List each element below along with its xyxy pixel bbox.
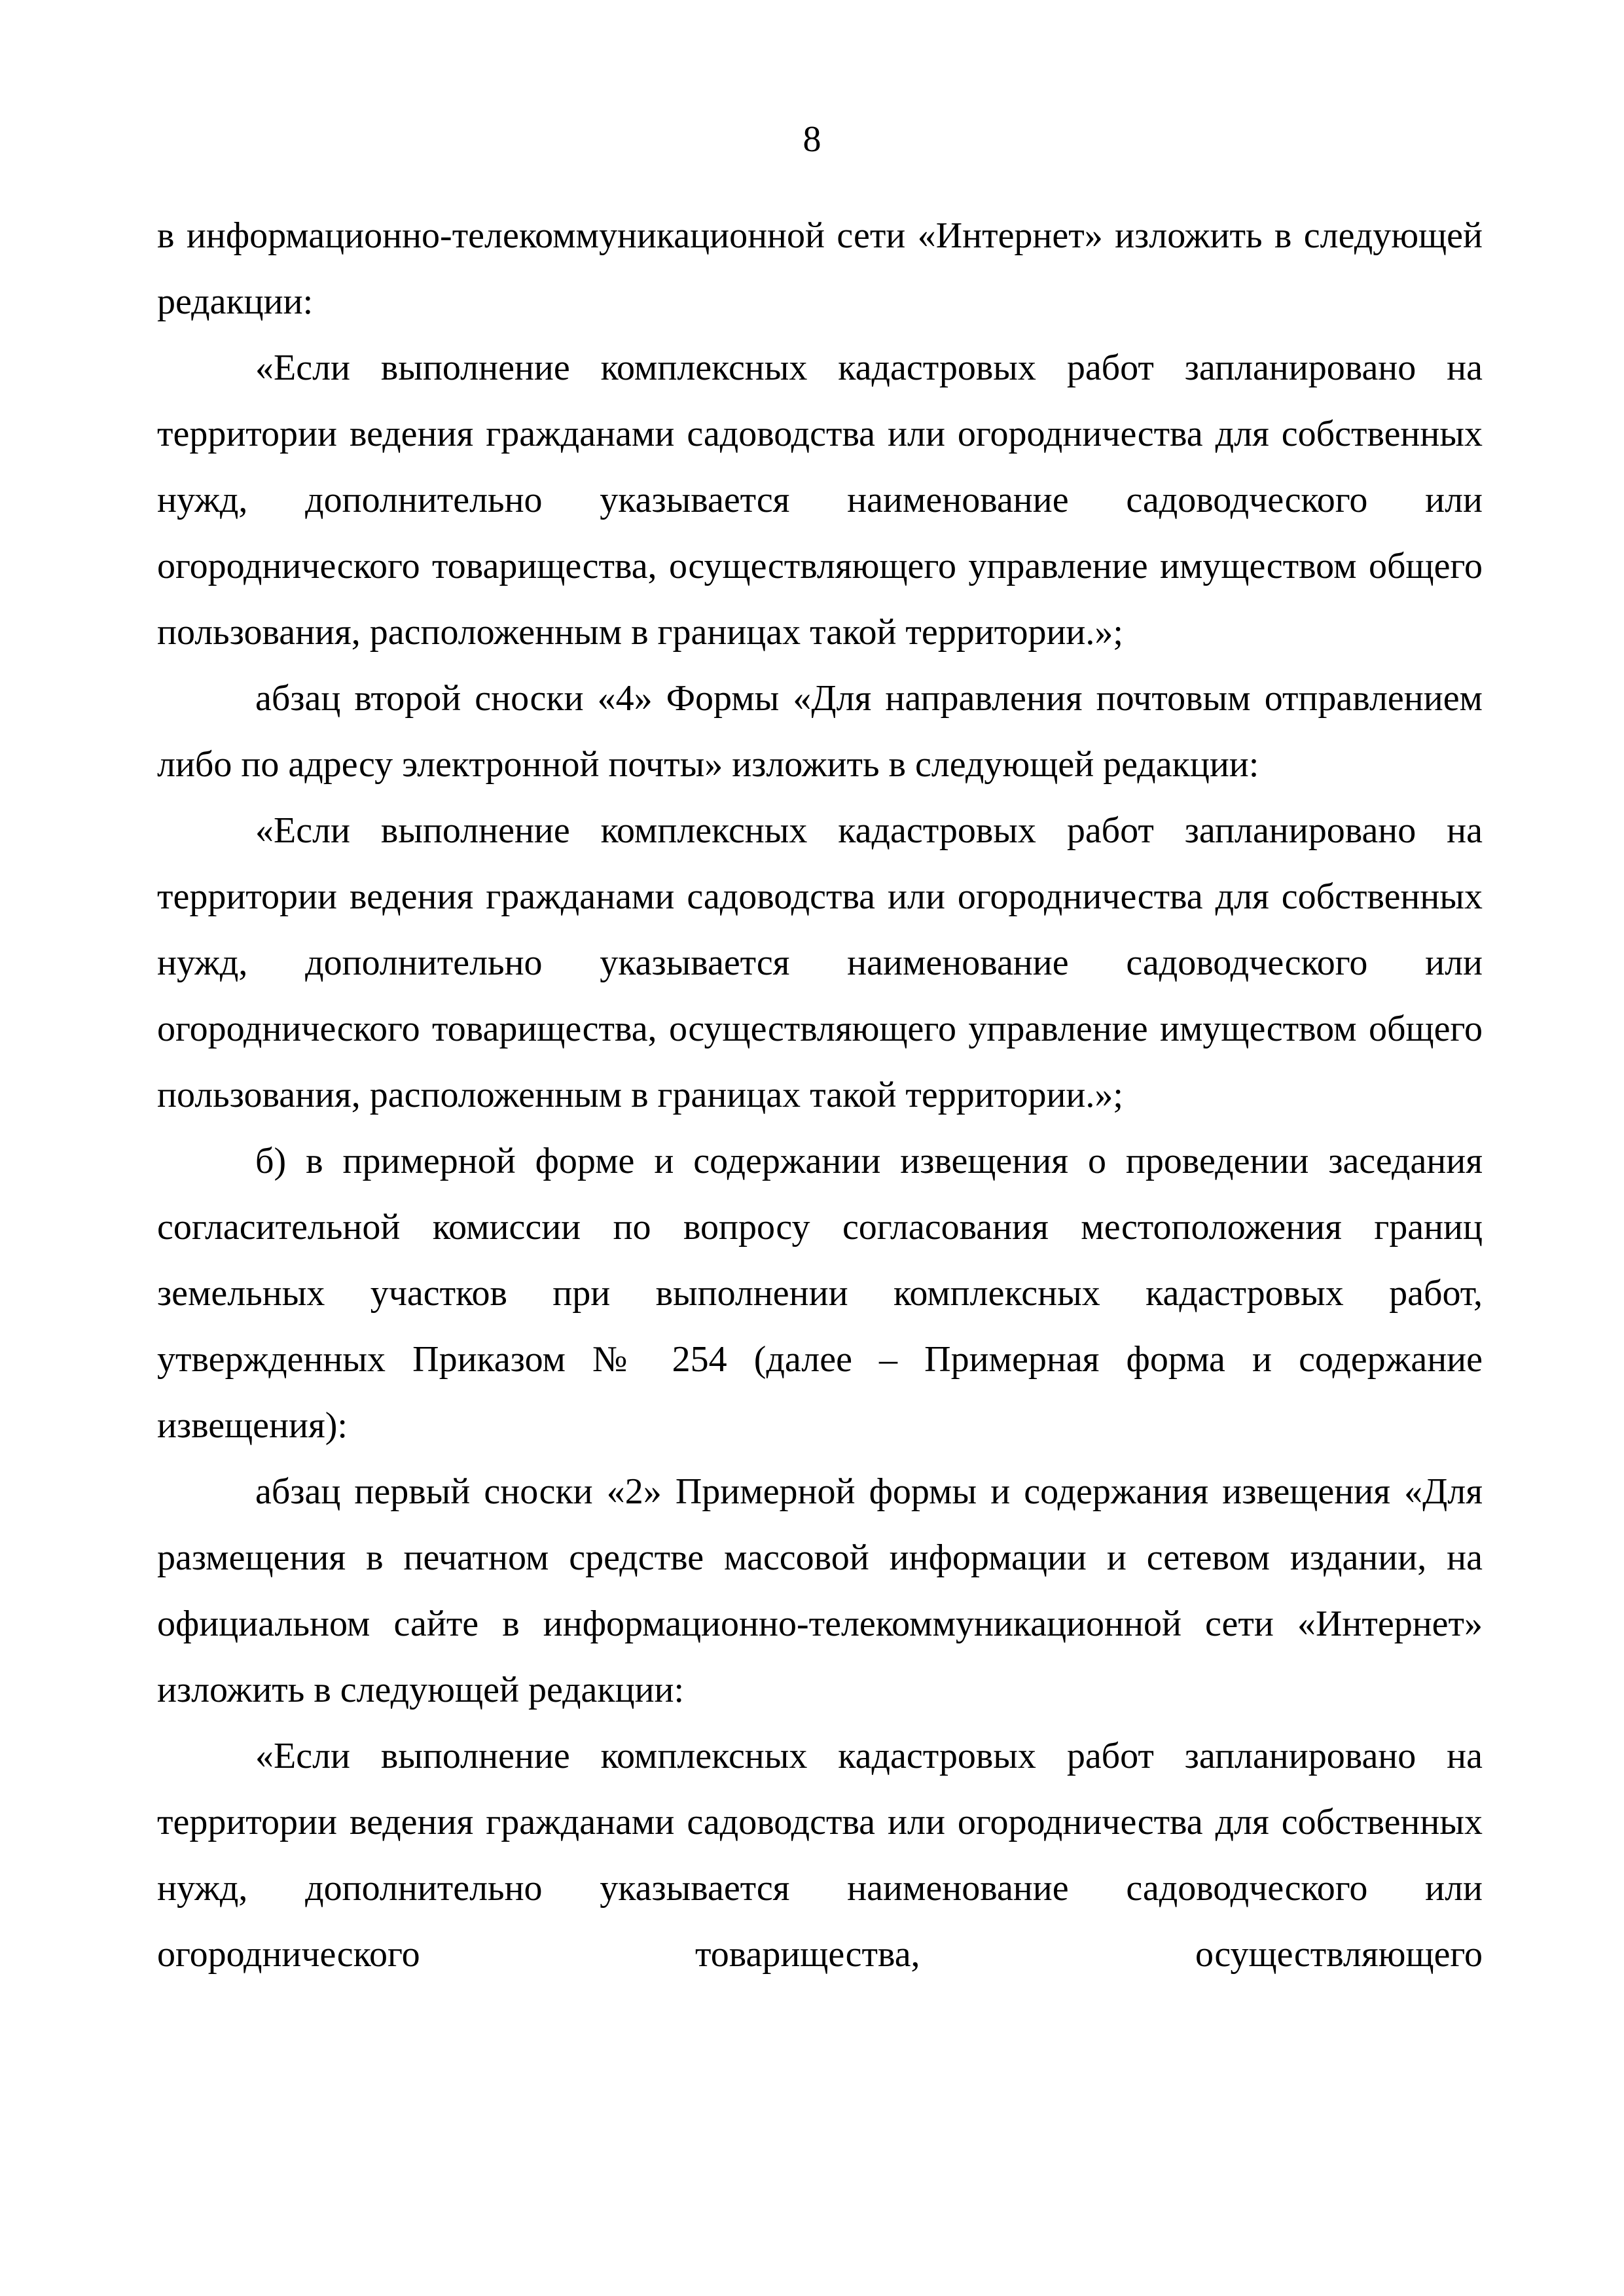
paragraph-item-b: б) в примерной форме и содержании извещения о проведении заседания согласительной комиссии по вопросу согласования местоположения границ земельных участков при выполнении комплексных кадастровых работ, утвержденных Приказом № 254 (далее – Примерная форма и содержание извещения): <box>157 1141 1483 1446</box>
paragraph-quoted-text: «Если выполнение комплексных кадастровых работ запланировано на территории ведения гражданами садоводства или огородничества для собственных нужд, дополнительно указывается наименование садоводческого или огороднического товарищества, осуществляющего <box>157 1736 1483 1975</box>
document-body <box>157 203 1483 1988</box>
paragraph-instruction: абзац первый сноски «2» Примерной формы и содержания извещения «Для размещения в печатном средстве массовой информации и сетевом издании, на официальном сайте в информационно-телекоммуникационной сети «Интернет» изложить в следующей редакции: <box>157 1471 1483 1710</box>
page-number: 8 <box>803 119 821 160</box>
paragraph-quoted-text: «Если выполнение комплексных кадастровых работ запланировано на территории ведения гражданами садоводства или огородничества для собственных нужд, дополнительно указывается наименование садоводческого или огороднического товарищества, осуществляющего управление имуществом общего пользования, расположенным в границах такой территории.»; <box>157 348 1483 653</box>
paragraph-instruction: абзац второй сноски «4» Формы «Для направления почтовым отправлением либо по адресу электронной почты» изложить в следующей редакции: <box>157 678 1483 785</box>
paragraph-quoted-text: «Если выполнение комплексных кадастровых работ запланировано на территории ведения гражданами садоводства или огородничества для собственных нужд, дополнительно указывается наименование садоводческого или огороднического товарищества, осуществляющего управление имуществом общего пользования, расположенным в границах такой территории.»; <box>157 810 1483 1115</box>
paragraph-continuation: в информационно-телекоммуникационной сети «Интернет» изложить в следующей редакции: <box>157 215 1483 322</box>
